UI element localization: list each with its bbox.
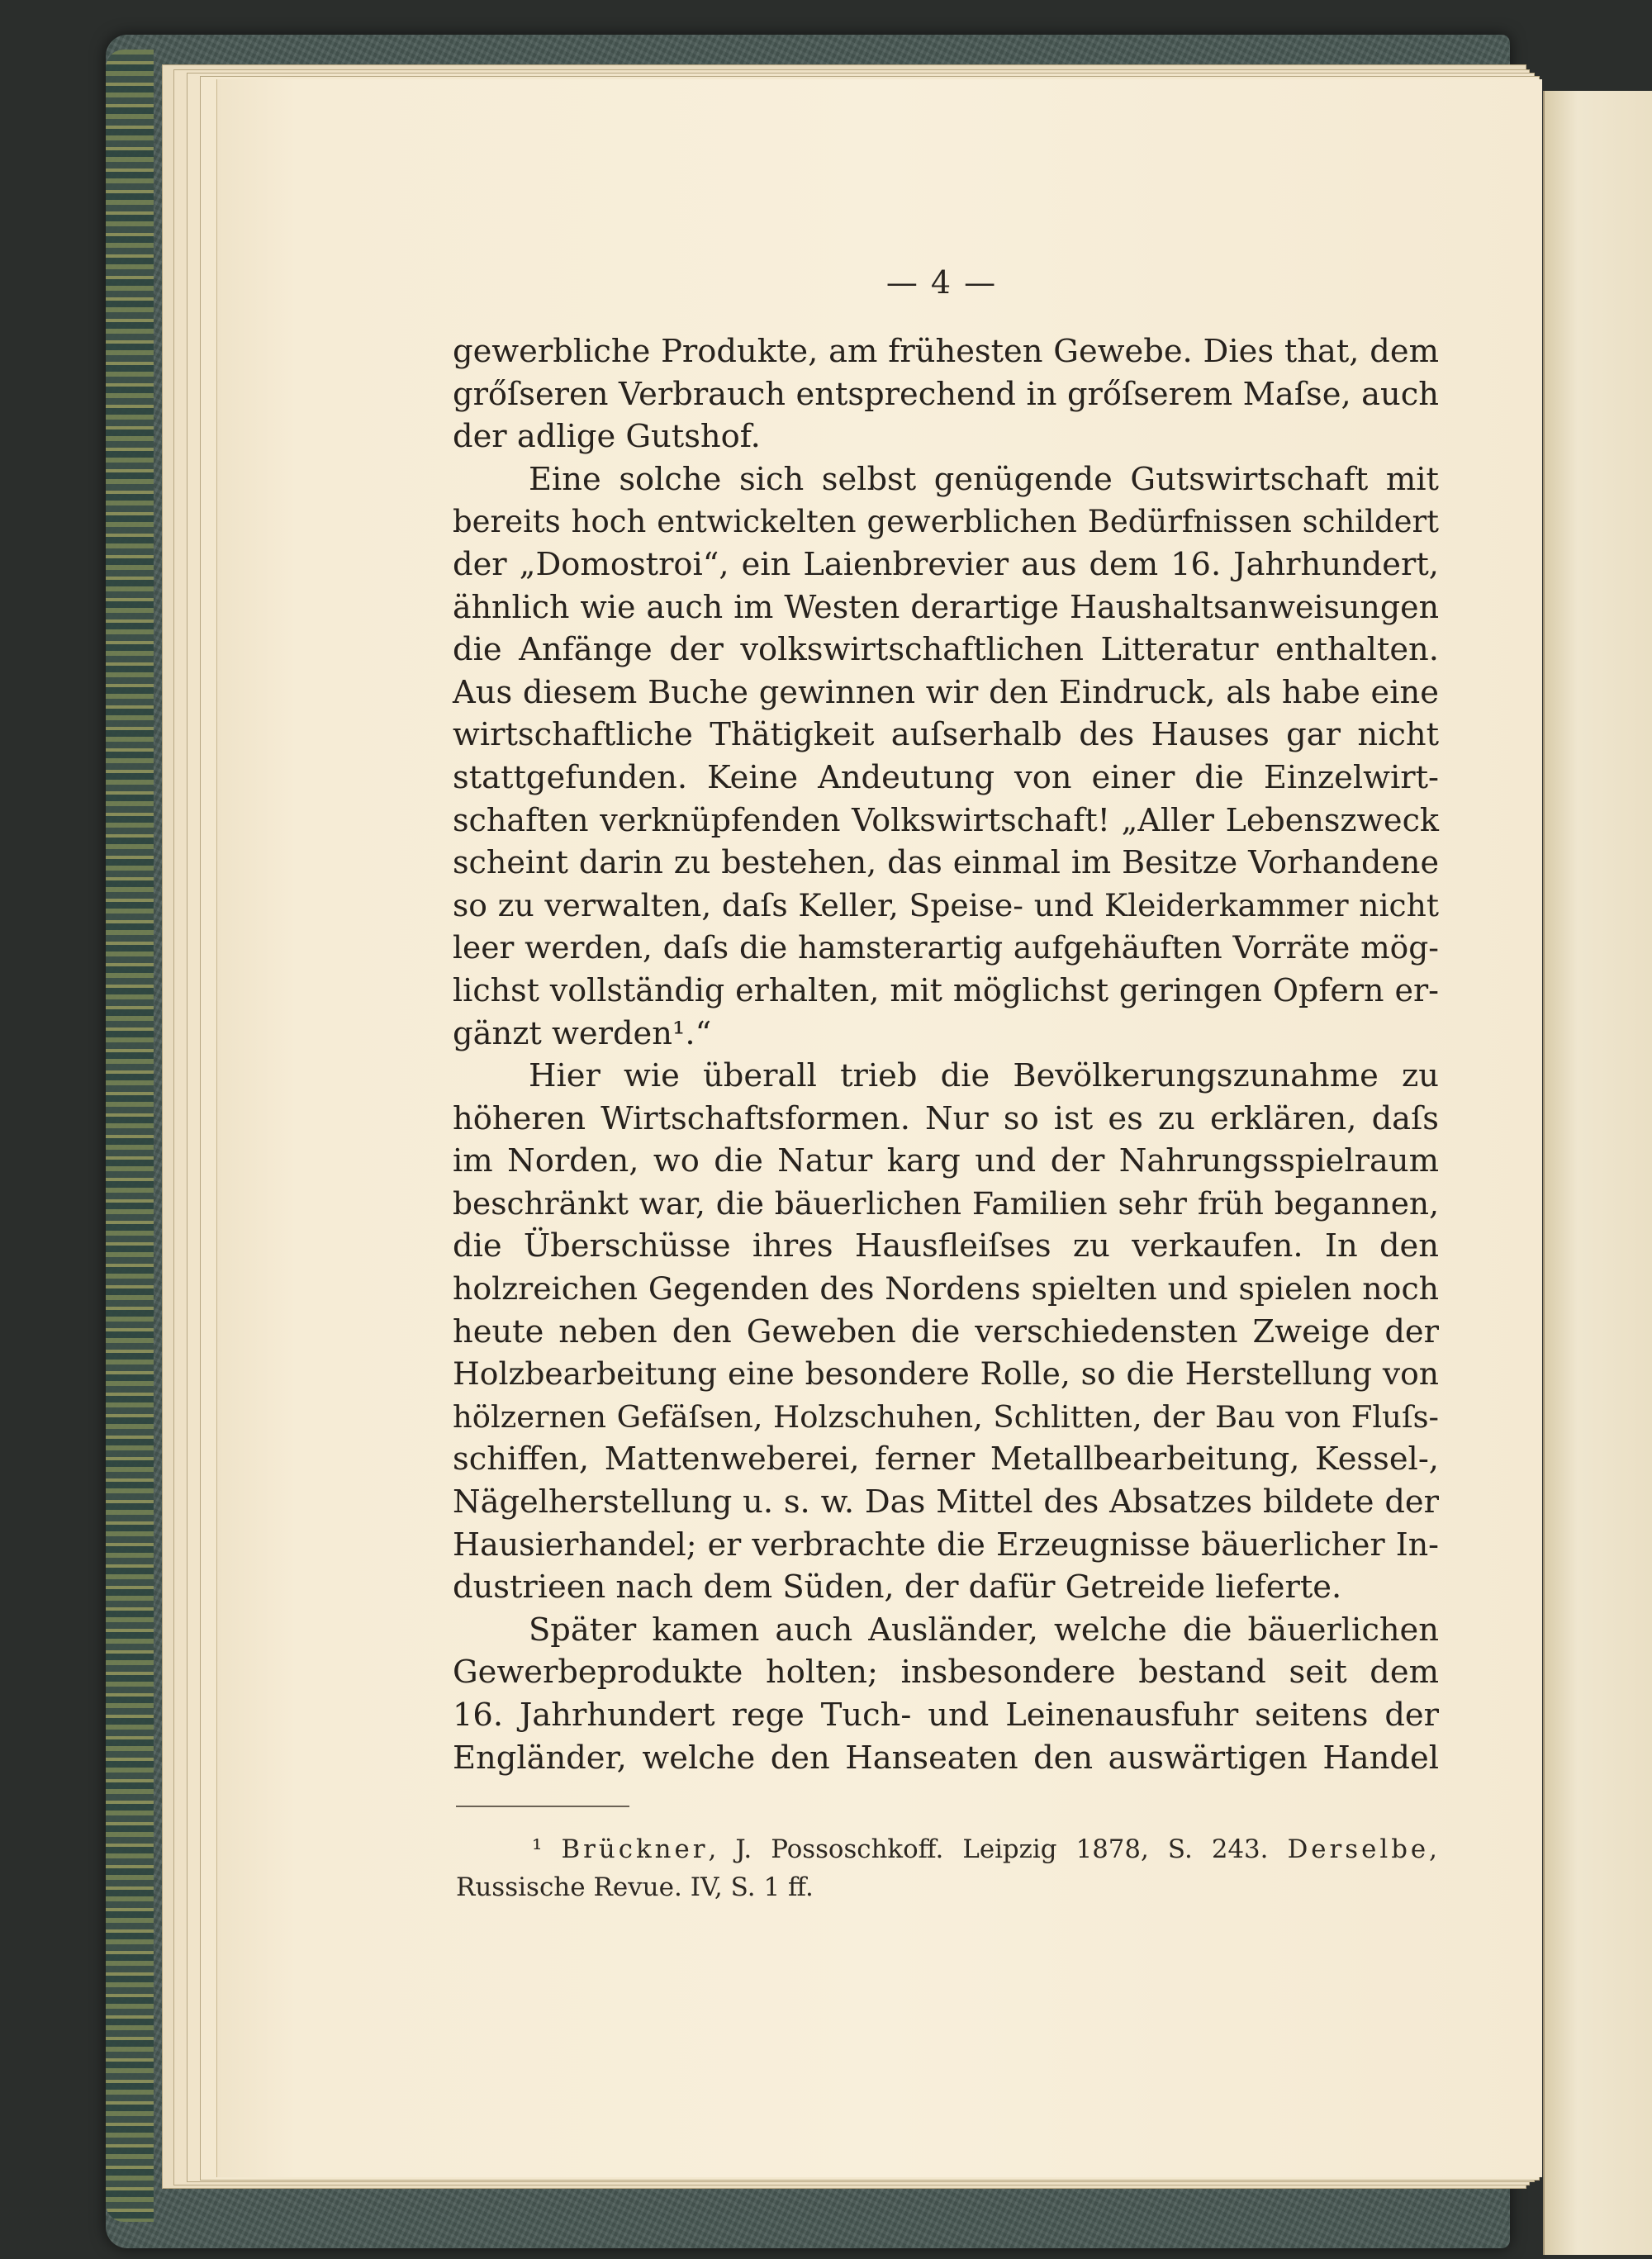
text-line: grőſseren Verbrauch entsprechend in grőſserem Maſse, auch — [453, 375, 1439, 413]
text-line: gänzt werden¹.“ — [453, 1014, 712, 1052]
text-line: scheint darin zu bestehen, das einmal im Besitze Vorhandene — [453, 844, 1439, 881]
page-number: — 4 — — [885, 264, 998, 301]
text-line: lichst vollständig erhalten, mit möglichst geringen Opfern er- — [453, 971, 1439, 1008]
text-line: heute neben den Geweben die verschiedensten Zweige der — [453, 1312, 1439, 1350]
text-line: Aus diesem Buche gewinnen wir den Eindruck, als habe eine — [453, 673, 1439, 711]
text-line: der adlige Gutshof. — [453, 418, 761, 456]
footnote-rule — [456, 1806, 629, 1807]
body-text — [453, 330, 1439, 1779]
text-line: holzreichen Gegenden des Nordens spielten und spielen noch — [453, 1270, 1439, 1307]
text-line: hölzernen Gefäſsen, Holzschuhen, Schlitten, der Bau von Fluſs- — [453, 1398, 1439, 1435]
text-line: dustrieen nach dem Süden, der dafür Getreide lieferte. — [453, 1568, 1342, 1606]
text-line: Nägelherstellung u. s. w. Das Mittel des Absatzes bildete der — [453, 1483, 1439, 1521]
book-spine — [106, 50, 154, 2222]
text-line: Später kamen auch Ausländer, welche die bäuerlichen — [529, 1611, 1439, 1649]
text-line: Hausierhandel; er verbrachte die Erzeugnisse bäuerlicher In- — [453, 1526, 1439, 1563]
text-line: leer werden, daſs die hamsterartig aufgehäuften Vorräte mög- — [453, 929, 1439, 966]
footnote-citation: , J. Possoschkoff. Leipzig 1878, S. 243. — [708, 1834, 1269, 1864]
text-line: so zu verwalten, daſs Keller, Speise- und Kleiderkammer nicht — [453, 886, 1439, 923]
next-page-edge — [1543, 91, 1652, 2255]
footnote-author: Brückner — [561, 1834, 709, 1864]
text-line: schiffen, Mattenweberei, ferner Metallbearbeitung, Kessel-, — [453, 1440, 1439, 1478]
text-line: wirtschaftliche Thätigkeit auſserhalb des Hauses gar nicht — [453, 716, 1439, 754]
text-line: stattgefunden. Keine Andeutung von einer die Einzelwirt- — [453, 758, 1439, 796]
text-line: im Norden, wo die Natur karg und der Nahrungsspielraum — [453, 1142, 1439, 1180]
text-line: der „Domostroi“, ein Laienbrevier aus dem 16. Jahrhundert, — [453, 545, 1439, 583]
text-line: gewerbliche Produkte, am frühesten Gewebe. Dies that, dem — [453, 333, 1439, 370]
footnote-line — [456, 1830, 1441, 1868]
text-line: Hier wie überall trieb die Bevölkerungszunahme zu — [529, 1057, 1439, 1095]
text-line: höheren Wirtschaftsformen. Nur so ist es zu erklären, daſs — [453, 1099, 1439, 1137]
text-line: Eine solche sich selbst genügende Gutswirtschaft mit — [529, 460, 1439, 498]
text-line: ähnlich wie auch im Westen derartige Haushaltsanweisungen — [453, 588, 1439, 625]
text-line: 16. Jahrhundert rege Tuch- und Leinenausfuhr seitens der — [453, 1697, 1439, 1734]
text-line: Holzbearbeitung eine besondere Rolle, so die Herstellung von — [453, 1355, 1439, 1393]
text-line: beschränkt war, die bäuerlichen Familien sehr früh begannen, — [453, 1184, 1439, 1222]
text-line: die Überschüsse ihres Hausfleiſses zu verkaufen. In den — [453, 1227, 1439, 1265]
footnote-author: Derselbe, — [1287, 1834, 1441, 1864]
footnotes — [456, 1830, 1441, 1906]
text-line: bereits hoch entwickelten gewerblichen Bedürfnissen schildert — [453, 504, 1439, 540]
footnote-marker: ¹ — [532, 1834, 543, 1864]
footnote-line: Russische Revue. IV, S. 1 ff. — [456, 1872, 814, 1902]
text-line: Engländer, welche den Hanseaten den auswärtigen Handel — [453, 1739, 1439, 1777]
text-line: Gewerbeprodukte holten; insbesondere bestand seit dem — [453, 1654, 1439, 1692]
text-line: schaften verknüpfenden Volkswirtschaft! „Aller Lebenszweck — [453, 801, 1439, 838]
text-line: die Anfänge der volkswirtschaftlichen Litteratur enthalten. — [453, 631, 1439, 669]
